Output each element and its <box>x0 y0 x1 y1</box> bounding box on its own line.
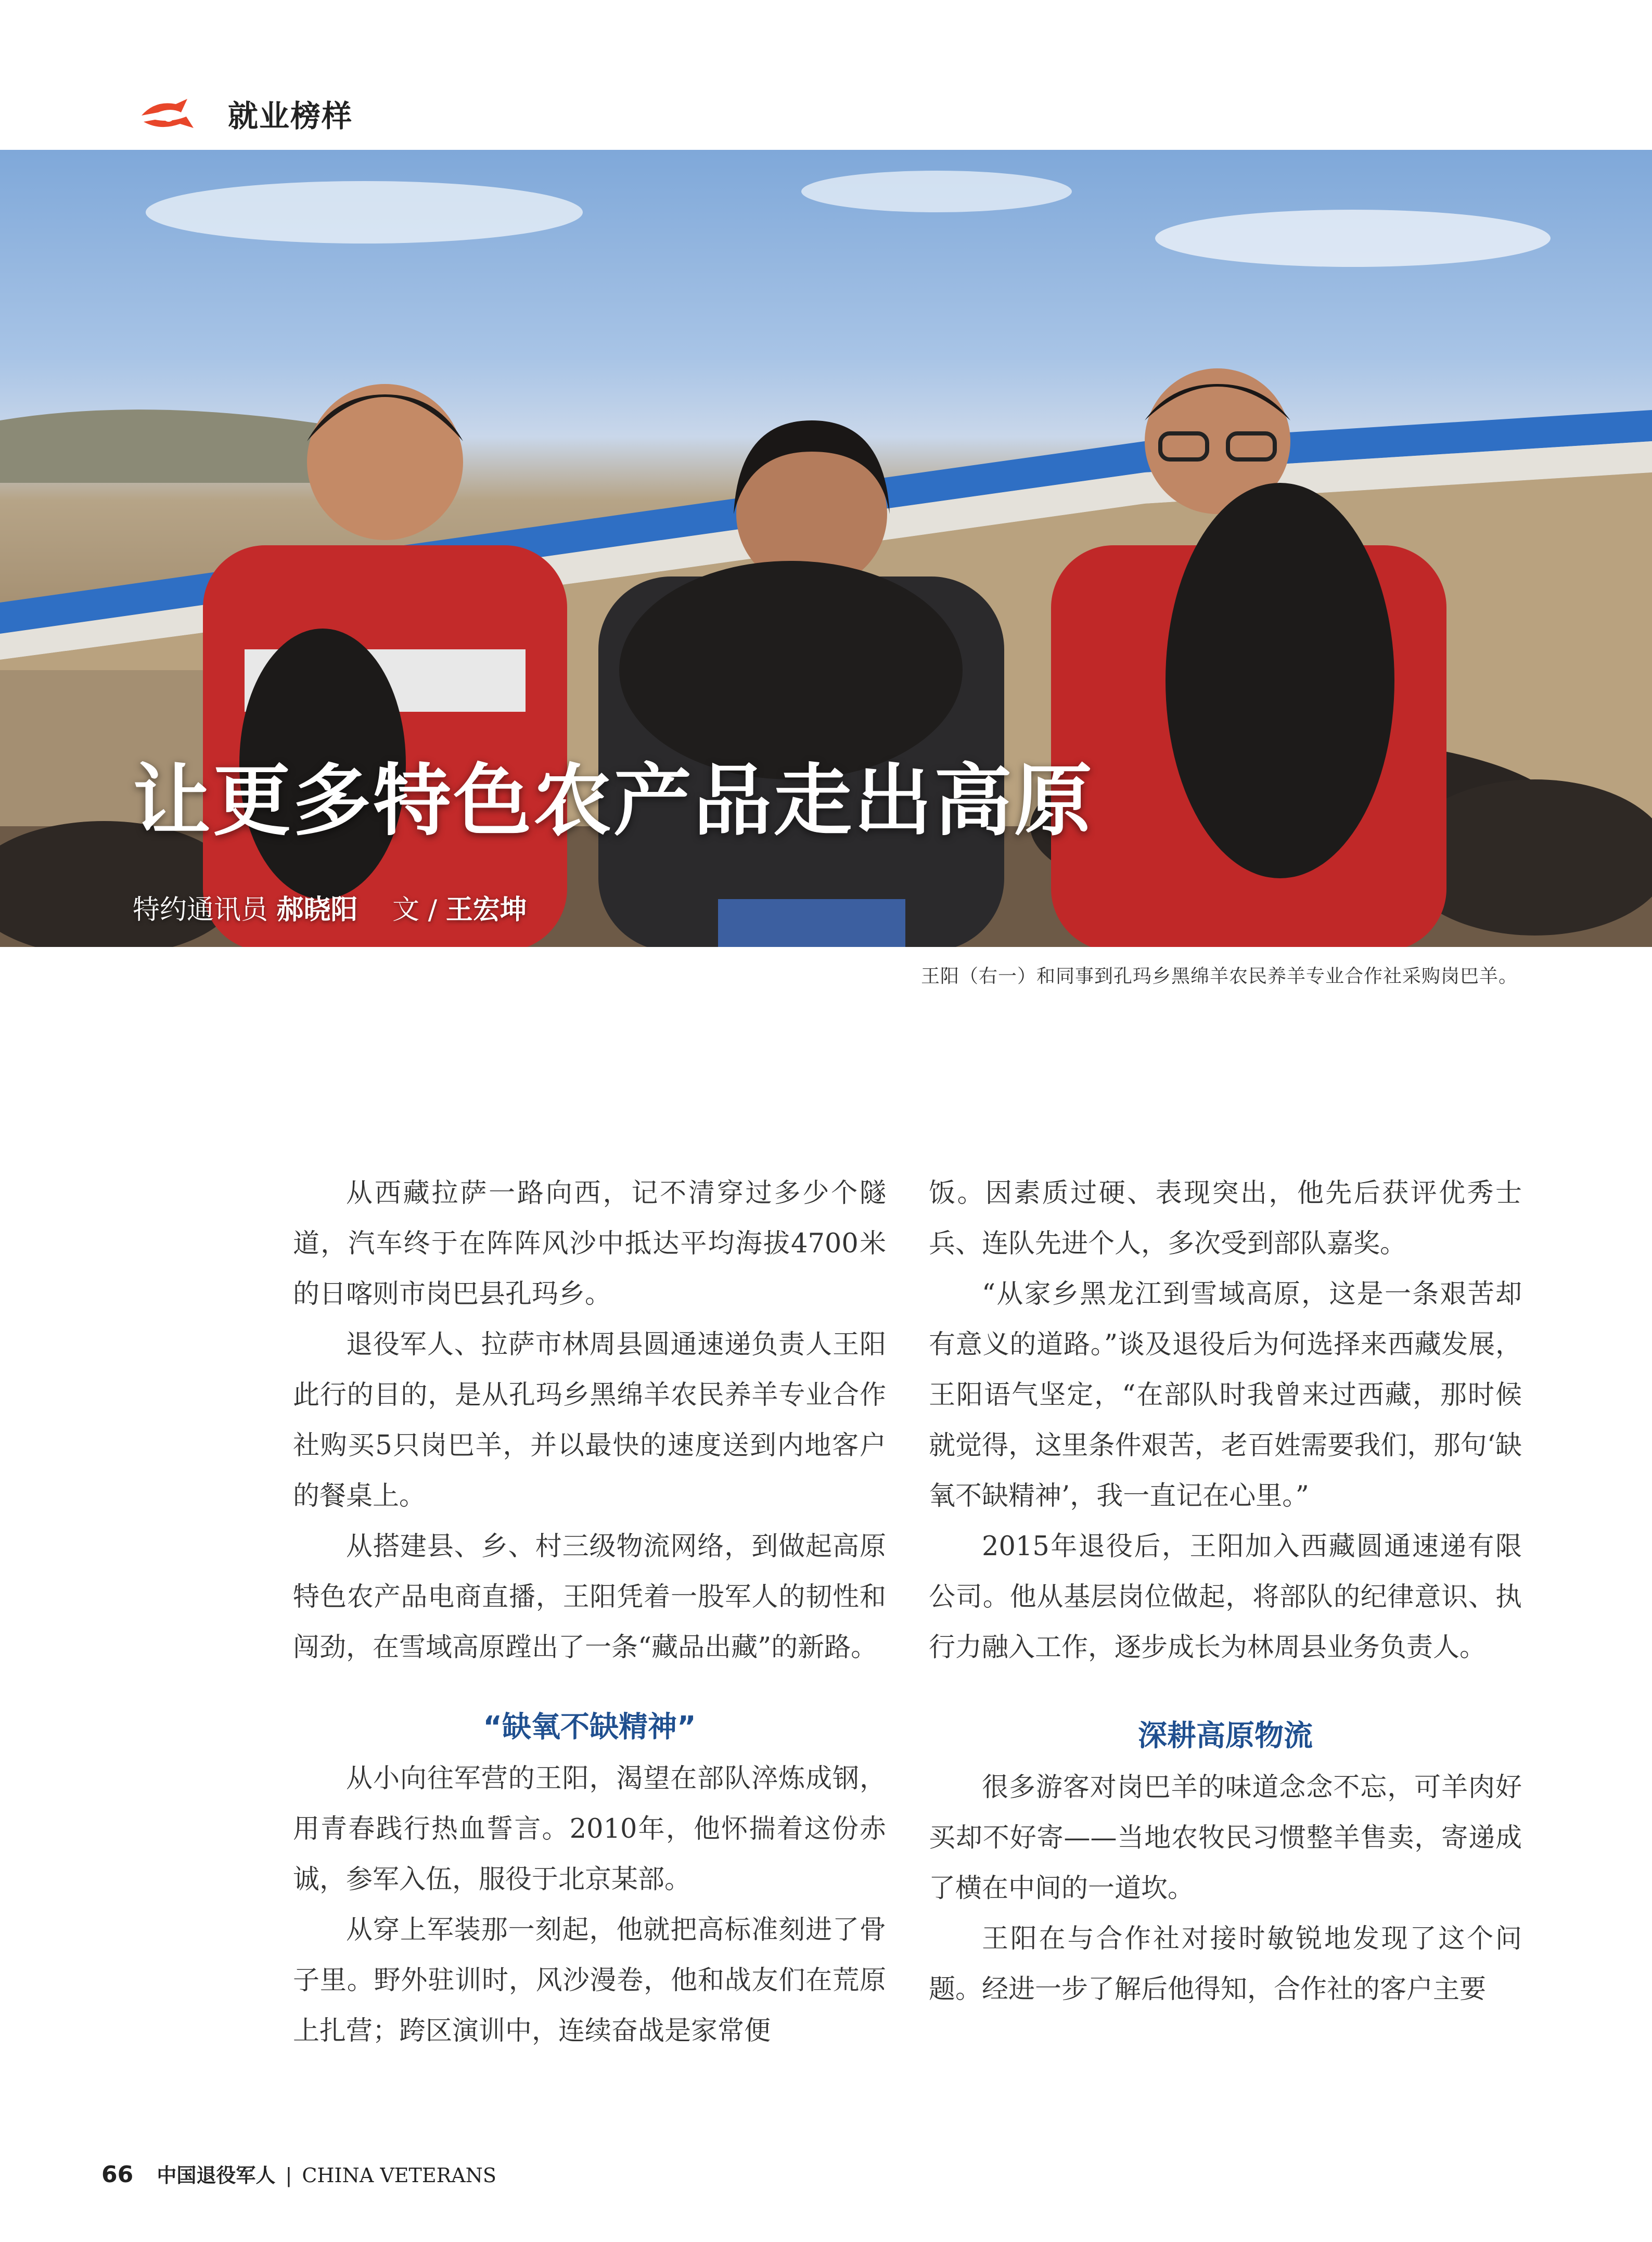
magazine-name-en: CHINA VETERANS <box>302 2164 496 2187</box>
hero-photo <box>0 150 1652 947</box>
section-header <box>139 87 764 145</box>
article-title: 让更多特色农产品走出高原 <box>133 756 1095 847</box>
byline <box>133 888 527 927</box>
page-number: 66 <box>101 2161 134 2188</box>
byline-name-2: 王宏坤 <box>445 894 527 926</box>
paragraph: 王阳在与合作社对接时敏锐地发现了这个问题。经进一步了解后他得知，合作社的客户主要 <box>929 1924 1522 2005</box>
paragraph: 饭。因素质过硬、表现突出，他先后获评优秀士兵、连队先进个人，多次受到部队嘉奖。 <box>929 1178 1522 1259</box>
paragraph: 退役军人、拉萨市林周县圆通速递负责人王阳此行的目的，是从孔玛乡黑绵羊农民养羊专业合作社购买5只岗巴羊，并以最快的速度送到内地客户的餐桌上。 <box>293 1329 886 1511</box>
paragraph: 从小向往军营的王阳，渴望在部队淬炼成钢，用青春践行热血誓言。2010年，他怀揣着这份赤诚，参军入伍，服役于北京某部。 <box>293 1763 886 1895</box>
paragraph: “从家乡黑龙江到雪域高原，这是一条艰苦却有意义的道路。”谈及退役后为何选择来西藏发展，王阳语气坚定，“在部队时我曾来过西藏，那时候就觉得，这里条件艰苦，老百姓需要我们，那句‘缺氧不缺精神’，我一直记在心里。” <box>929 1279 1522 1511</box>
article-column-right <box>929 1168 1522 2015</box>
paragraph: 从穿上军装那一刻起，他就把高标准刻进了骨子里。野外驻训时，风沙漫卷，他和战友们在荒原上扎营；跨区演训中，连续奋战是家常便 <box>293 1915 886 2046</box>
page-footer <box>101 2159 496 2190</box>
subheading: “缺氧不缺精神” <box>483 1710 696 1744</box>
subheading: 深耕高原物流 <box>1138 1719 1313 1753</box>
paragraph: 从西藏拉萨一路向西，记不清穿过多少个隧道，汽车终于在阵阵风沙中抵达平均海拔4700米的日喀则市岗巴县孔玛乡。 <box>293 1178 886 1310</box>
section-title: 就业榜样 <box>228 98 353 134</box>
byline-name-1: 郝晓阳 <box>276 894 358 926</box>
byline-role-2: 文 / <box>392 894 438 926</box>
byline-role-1: 特约通讯员 <box>133 894 268 926</box>
photo-caption: 王阳（右一）和同事到孔玛乡黑绵羊农民养羊专业合作社采购岗巴羊。 <box>920 966 1518 987</box>
paragraph: 从搭建县、乡、村三级物流网络，到做起高原特色农产品电商直播，王阳凭着一股军人的韧性和闯劲，在雪域高原蹚出了一条“藏品出藏”的新路。 <box>293 1531 886 1663</box>
section-logo-icon <box>139 97 198 134</box>
paragraph: 2015年退役后，王阳加入西藏圆通速递有限公司。他从基层岗位做起，将部队的纪律意识、执行力融入工作，逐步成长为林周县业务负责人。 <box>929 1531 1522 1663</box>
footer-separator: | <box>285 2164 292 2187</box>
magazine-name: 中国退役军人 <box>157 2164 276 2187</box>
article-column-left <box>293 1168 886 2056</box>
paragraph: 很多游客对岗巴羊的味道念念不忘，可羊肉好买却不好寄——当地农牧民习惯整羊售卖，寄递成了横在中间的一道坎。 <box>929 1772 1522 1904</box>
